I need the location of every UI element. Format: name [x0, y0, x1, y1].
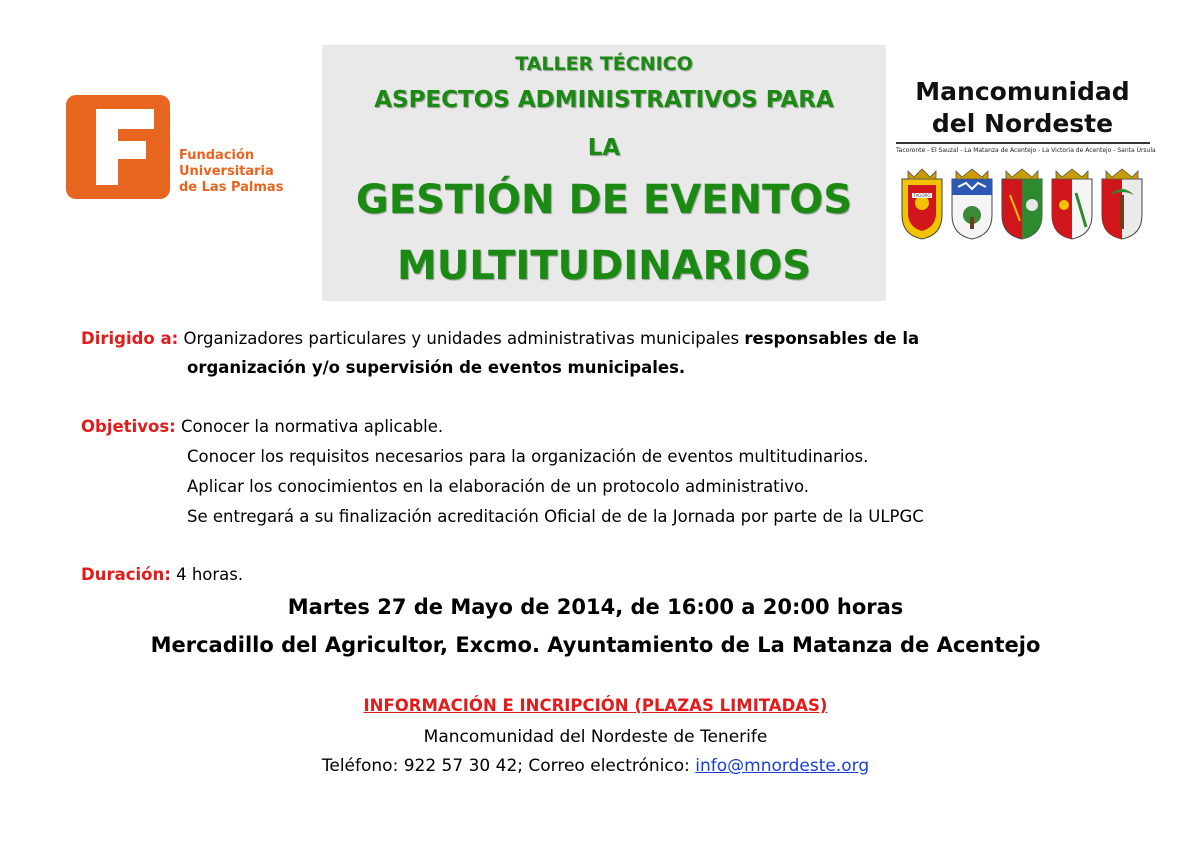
fulp-f-icon: [66, 95, 170, 199]
fulp-name-line1: Fundación: [179, 148, 255, 163]
mancomunidad-line2: del Nordeste: [931, 109, 1114, 138]
title-line3: LA: [587, 135, 621, 161]
fulp-logo: [44, 76, 314, 220]
event-date: Martes 27 de Mayo de 2014, de 16:00 a 20:00 horas: [287, 595, 904, 619]
dirigido-bold1: responsables de la: [744, 329, 920, 348]
shield-la-matanza-icon: [1002, 169, 1042, 239]
duracion-value: 4 horas.: [170, 565, 244, 584]
event-place: Mercadillo del Agricultor, Excmo. Ayuntamiento de La Matanza de Acentejo: [150, 633, 1041, 657]
fulp-name-line2: Universitaria: [179, 164, 274, 179]
duracion-line: [81, 564, 243, 586]
objetivos-line1: [81, 416, 443, 438]
title-line5: MULTITUDINARIOS: [396, 243, 812, 289]
contact-phone: Teléfono: 922 57 30 42; Correo electrónico:: [321, 756, 696, 776]
info-heading: INFORMACIÓN E INCRIPCIÓN (PLAZAS LIMITADAS): [363, 696, 828, 715]
dirigido-line1: [81, 328, 919, 350]
objetivos-label: Objetivos:: [81, 417, 176, 436]
title-line4: GESTIÓN DE EVENTOS: [355, 177, 853, 223]
mancomunidad-line1: Mancomunidad: [915, 77, 1130, 106]
svg-text:TAGORO: TAGORO: [913, 193, 931, 198]
objetivo-item: Aplicar los conocimientos en la elaboración de un protocolo administrativo.: [187, 477, 810, 496]
objetivo-item: Se entregará a su finalización acreditación Oficial de de la Jornada por parte de la ULPGC: [187, 507, 924, 526]
dirigido-bold2: organización y/o supervisión de eventos municipales.: [187, 358, 686, 377]
title-line2: ASPECTOS ADMINISTRATIVOS PARA: [374, 87, 834, 113]
municipal-shields: [896, 165, 1150, 241]
shield-el-sauzal-icon: [952, 169, 992, 239]
shield-tacoronte-icon: [902, 169, 942, 239]
email-link[interactable]: info@mnordeste.org: [695, 756, 870, 776]
mancomunidad-towns: Tacoronte - El Sauzal - La Matanza de Acentejo - La Victoria de Acentejo - Santa Úrsula: [896, 147, 1156, 154]
dirigido-label: Dirigido a:: [81, 329, 179, 348]
dirigido-text: Organizadores particulares y unidades administrativas municipales: [178, 329, 745, 348]
shield-la-victoria-icon: [1052, 169, 1092, 239]
title-box: [322, 45, 886, 301]
shield-santa-ursula-icon: [1102, 169, 1142, 239]
mancomunidad-logo-title: [895, 76, 1150, 140]
title-line1: TALLER TÉCNICO: [515, 53, 693, 75]
objetivo-item: Conocer la normativa aplicable.: [181, 417, 444, 436]
duracion-label: Duración:: [81, 565, 171, 584]
info-org: Mancomunidad del Nordeste de Tenerife: [423, 727, 768, 747]
info-contact: [0, 755, 1191, 777]
objetivo-item: Conocer los requisitos necesarios para la organización de eventos multitudinarios.: [187, 447, 869, 466]
fulp-name-line3: de Las Palmas: [179, 180, 284, 195]
mancomunidad-divider: [896, 142, 1150, 144]
